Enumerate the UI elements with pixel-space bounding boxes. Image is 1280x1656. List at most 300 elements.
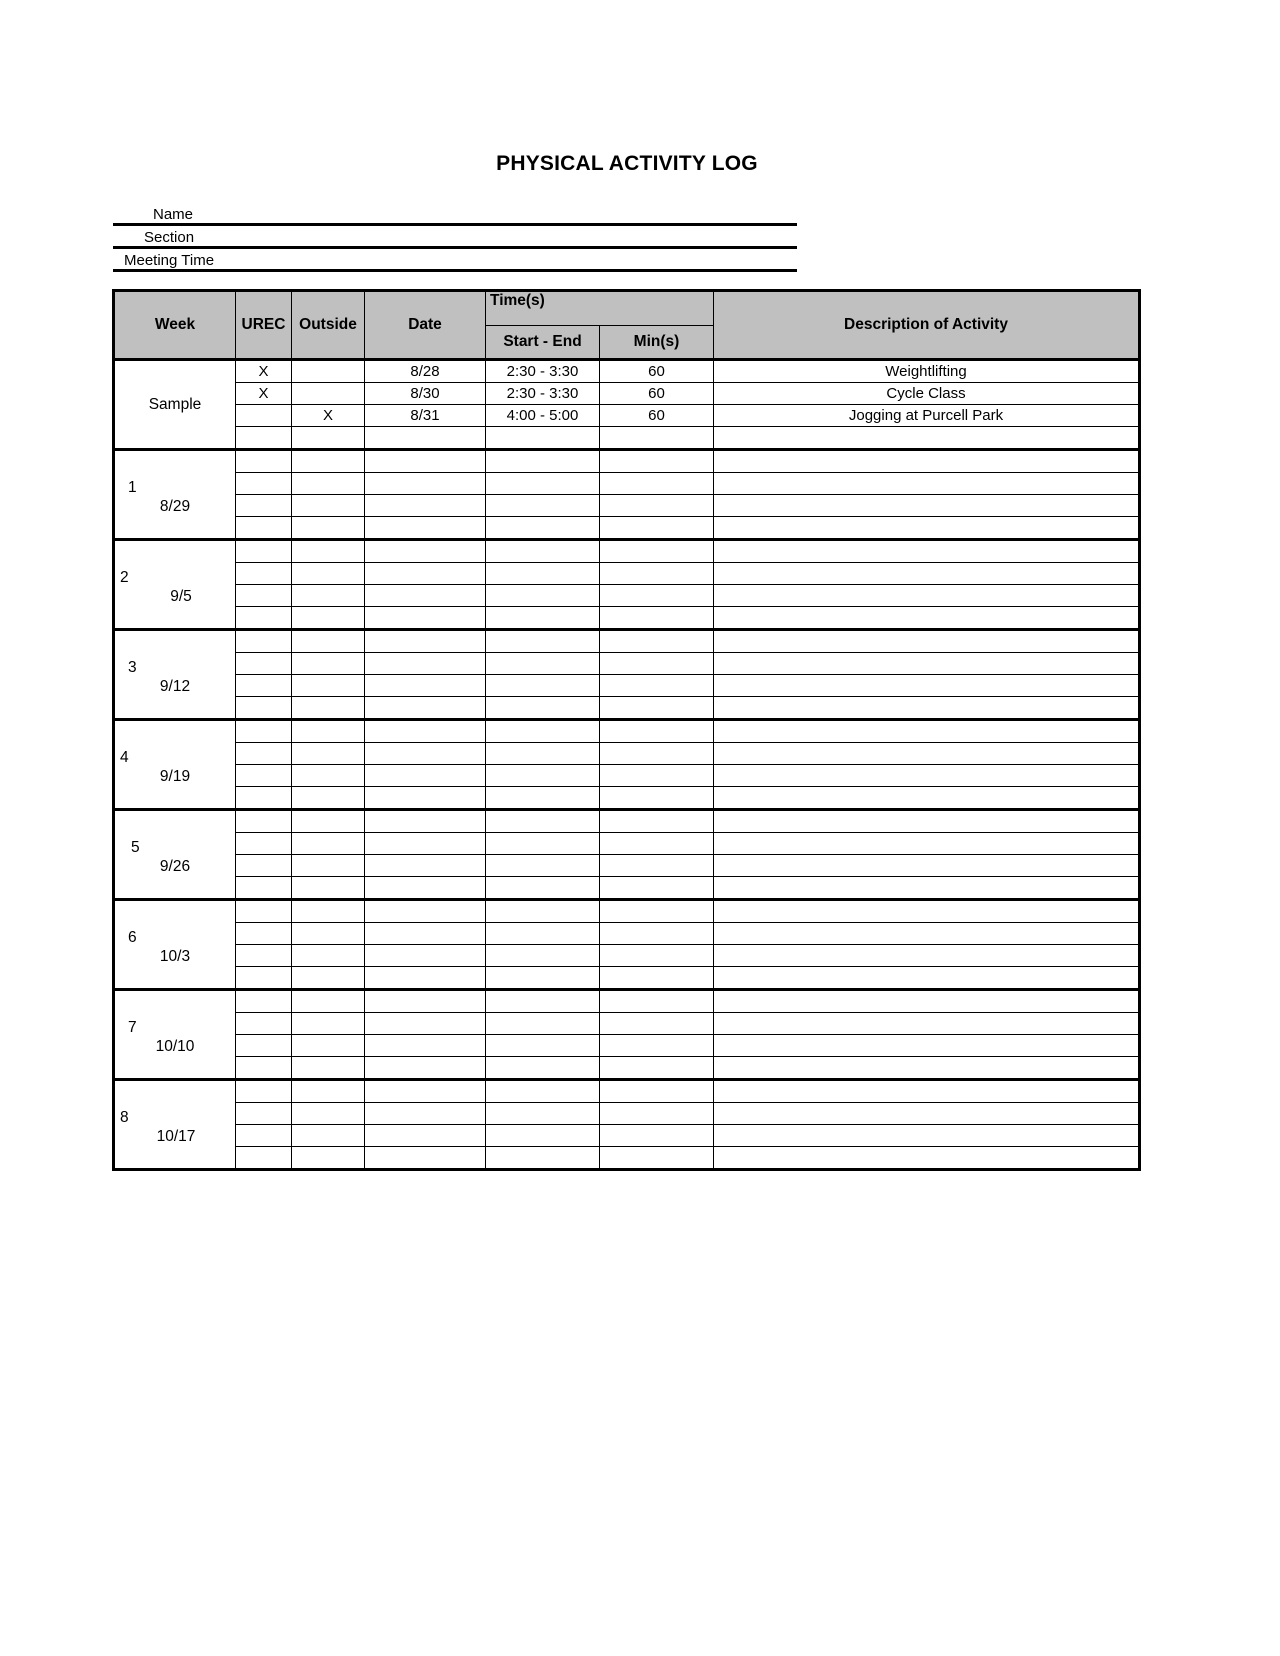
outside-cell[interactable] bbox=[292, 517, 365, 540]
description-cell[interactable] bbox=[714, 1013, 1140, 1035]
urec-cell[interactable] bbox=[236, 743, 292, 765]
urec-cell[interactable] bbox=[236, 855, 292, 877]
description-cell[interactable] bbox=[714, 1080, 1140, 1103]
header-mins: Min(s) bbox=[600, 326, 714, 360]
mins-cell[interactable] bbox=[600, 653, 714, 675]
mins-cell[interactable] bbox=[600, 967, 714, 990]
outside-cell[interactable] bbox=[292, 833, 365, 855]
mins-cell[interactable] bbox=[600, 427, 714, 450]
table-row bbox=[114, 1035, 1140, 1057]
description-cell[interactable] bbox=[714, 1035, 1140, 1057]
table-row bbox=[114, 1125, 1140, 1147]
description-cell[interactable] bbox=[714, 877, 1140, 900]
sample-label: Sample bbox=[148, 395, 202, 413]
sample-week-cell bbox=[114, 360, 236, 450]
week-cell bbox=[114, 630, 236, 720]
table-row bbox=[114, 383, 1140, 405]
date-cell[interactable] bbox=[365, 1057, 486, 1080]
mins-cell[interactable] bbox=[600, 743, 714, 765]
outside-cell[interactable] bbox=[292, 1147, 365, 1170]
table-row bbox=[114, 360, 1140, 383]
time-cell[interactable] bbox=[486, 495, 600, 517]
week-number: 5 bbox=[131, 839, 140, 856]
time-cell[interactable] bbox=[486, 1013, 600, 1035]
time-cell[interactable] bbox=[486, 855, 600, 877]
header-start-end: Start - End bbox=[486, 326, 600, 360]
date-cell[interactable] bbox=[365, 923, 486, 945]
time-cell[interactable] bbox=[486, 833, 600, 855]
header-urec: UREC bbox=[236, 291, 292, 360]
date-cell[interactable] bbox=[365, 697, 486, 720]
mins-cell[interactable] bbox=[600, 1080, 714, 1103]
date-cell[interactable] bbox=[365, 473, 486, 495]
description-cell[interactable] bbox=[714, 653, 1140, 675]
mins-cell[interactable]: 60 bbox=[600, 405, 714, 427]
mins-cell[interactable] bbox=[600, 833, 714, 855]
table-row bbox=[114, 697, 1140, 720]
time-cell[interactable] bbox=[486, 630, 600, 653]
table-row bbox=[114, 967, 1140, 990]
mins-cell[interactable] bbox=[600, 517, 714, 540]
date-cell[interactable] bbox=[365, 585, 486, 607]
time-cell[interactable] bbox=[486, 427, 600, 450]
mins-cell[interactable] bbox=[600, 810, 714, 833]
week-number: 1 bbox=[128, 479, 137, 496]
time-cell[interactable] bbox=[486, 743, 600, 765]
table-row bbox=[114, 653, 1140, 675]
table-row bbox=[114, 1103, 1140, 1125]
week-group-7 bbox=[114, 990, 1140, 1080]
time-cell[interactable] bbox=[486, 1125, 600, 1147]
date-cell[interactable] bbox=[365, 900, 486, 923]
outside-cell[interactable] bbox=[292, 653, 365, 675]
date-cell[interactable]: 8/28 bbox=[365, 360, 486, 383]
section-label: Section bbox=[144, 229, 195, 246]
time-cell[interactable] bbox=[486, 675, 600, 697]
urec-cell[interactable] bbox=[236, 877, 292, 900]
date-cell[interactable] bbox=[365, 945, 486, 967]
table-row bbox=[114, 450, 1140, 473]
urec-cell[interactable] bbox=[236, 967, 292, 990]
time-cell[interactable] bbox=[486, 923, 600, 945]
outside-cell[interactable] bbox=[292, 585, 365, 607]
outside-cell[interactable] bbox=[292, 923, 365, 945]
urec-cell[interactable] bbox=[236, 607, 292, 630]
urec-cell[interactable] bbox=[236, 697, 292, 720]
outside-cell[interactable] bbox=[292, 1013, 365, 1035]
table-row bbox=[114, 945, 1140, 967]
urec-cell[interactable] bbox=[236, 1103, 292, 1125]
date-cell[interactable] bbox=[365, 855, 486, 877]
urec-cell[interactable] bbox=[236, 405, 292, 427]
table-row bbox=[114, 495, 1140, 517]
name-label: Name bbox=[153, 206, 194, 223]
description-cell[interactable] bbox=[714, 473, 1140, 495]
header-outside: Outside bbox=[292, 291, 365, 360]
date-cell[interactable] bbox=[365, 675, 486, 697]
description-cell[interactable] bbox=[714, 495, 1140, 517]
mins-cell[interactable] bbox=[600, 563, 714, 585]
description-cell[interactable] bbox=[714, 585, 1140, 607]
week-date: 10/3 bbox=[159, 948, 191, 965]
time-cell[interactable] bbox=[486, 967, 600, 990]
time-cell[interactable] bbox=[486, 765, 600, 787]
date-cell[interactable] bbox=[365, 1035, 486, 1057]
date-cell[interactable] bbox=[365, 765, 486, 787]
mins-cell[interactable] bbox=[600, 1013, 714, 1035]
mins-cell[interactable] bbox=[600, 495, 714, 517]
urec-cell[interactable] bbox=[236, 720, 292, 743]
description-cell[interactable] bbox=[714, 945, 1140, 967]
description-cell[interactable]: Jogging at Purcell Park bbox=[714, 405, 1140, 427]
table-row bbox=[114, 1147, 1140, 1170]
time-cell[interactable] bbox=[486, 563, 600, 585]
urec-cell[interactable] bbox=[236, 1125, 292, 1147]
week-group-6 bbox=[114, 900, 1140, 990]
week-date: 9/5 bbox=[170, 588, 192, 605]
urec-cell[interactable] bbox=[236, 540, 292, 563]
urec-cell[interactable] bbox=[236, 787, 292, 810]
urec-cell[interactable] bbox=[236, 900, 292, 923]
time-cell[interactable]: 4:00 - 5:00 bbox=[486, 405, 600, 427]
week-date: 10/10 bbox=[155, 1038, 195, 1055]
week-cell bbox=[114, 1080, 236, 1170]
mins-cell[interactable] bbox=[600, 450, 714, 473]
urec-cell[interactable] bbox=[236, 945, 292, 967]
table-row bbox=[114, 1057, 1140, 1080]
urec-cell[interactable] bbox=[236, 990, 292, 1013]
description-cell[interactable]: Weightlifting bbox=[714, 360, 1140, 383]
outside-cell[interactable] bbox=[292, 630, 365, 653]
mins-cell[interactable] bbox=[600, 900, 714, 923]
time-cell[interactable] bbox=[486, 697, 600, 720]
description-cell[interactable] bbox=[714, 900, 1140, 923]
week-date: 9/26 bbox=[159, 858, 191, 875]
date-cell[interactable] bbox=[365, 1080, 486, 1103]
week-cell bbox=[114, 900, 236, 990]
table-row bbox=[114, 630, 1140, 653]
description-cell[interactable]: Cycle Class bbox=[714, 383, 1140, 405]
week-cell bbox=[114, 720, 236, 810]
section-field[interactable] bbox=[113, 224, 797, 249]
outside-cell[interactable] bbox=[292, 1080, 365, 1103]
table-row bbox=[114, 787, 1140, 810]
urec-cell[interactable]: X bbox=[236, 360, 292, 383]
time-cell[interactable] bbox=[486, 1080, 600, 1103]
date-cell[interactable]: 8/30 bbox=[365, 383, 486, 405]
outside-cell[interactable] bbox=[292, 540, 365, 563]
week-group-5 bbox=[114, 810, 1140, 900]
table-row bbox=[114, 810, 1140, 833]
outside-cell[interactable] bbox=[292, 967, 365, 990]
date-cell[interactable] bbox=[365, 810, 486, 833]
description-cell[interactable] bbox=[714, 630, 1140, 653]
week-number: 2 bbox=[120, 569, 129, 586]
description-cell[interactable] bbox=[714, 923, 1140, 945]
week-cell bbox=[114, 450, 236, 540]
table-row bbox=[114, 540, 1140, 563]
outside-cell[interactable] bbox=[292, 787, 365, 810]
outside-cell[interactable] bbox=[292, 743, 365, 765]
time-cell[interactable] bbox=[486, 1057, 600, 1080]
week-group-3 bbox=[114, 630, 1140, 720]
date-cell[interactable] bbox=[365, 495, 486, 517]
outside-cell[interactable] bbox=[292, 607, 365, 630]
outside-cell[interactable] bbox=[292, 563, 365, 585]
outside-cell[interactable] bbox=[292, 383, 365, 405]
mins-cell[interactable] bbox=[600, 720, 714, 743]
table-row bbox=[114, 833, 1140, 855]
urec-cell[interactable] bbox=[236, 675, 292, 697]
description-cell[interactable] bbox=[714, 450, 1140, 473]
urec-cell[interactable] bbox=[236, 1035, 292, 1057]
description-cell[interactable] bbox=[714, 810, 1140, 833]
description-cell[interactable] bbox=[714, 607, 1140, 630]
table-row bbox=[114, 720, 1140, 743]
urec-cell[interactable] bbox=[236, 1057, 292, 1080]
date-cell[interactable] bbox=[365, 450, 486, 473]
urec-cell[interactable] bbox=[236, 810, 292, 833]
table-row bbox=[114, 1013, 1140, 1035]
week-group-1 bbox=[114, 450, 1140, 540]
outside-cell[interactable] bbox=[292, 1103, 365, 1125]
date-cell[interactable]: 8/31 bbox=[365, 405, 486, 427]
date-cell[interactable] bbox=[365, 517, 486, 540]
description-cell[interactable] bbox=[714, 765, 1140, 787]
outside-cell[interactable] bbox=[292, 810, 365, 833]
page-title: PHYSICAL ACTIVITY LOG bbox=[496, 152, 758, 175]
description-cell[interactable] bbox=[714, 1057, 1140, 1080]
description-cell[interactable] bbox=[714, 517, 1140, 540]
mins-cell[interactable]: 60 bbox=[600, 360, 714, 383]
sample-group bbox=[114, 360, 1140, 450]
week-cell bbox=[114, 990, 236, 1080]
table-row bbox=[114, 585, 1140, 607]
table-row bbox=[114, 923, 1140, 945]
meeting-time-label: Meeting Time bbox=[124, 252, 215, 269]
outside-cell[interactable] bbox=[292, 427, 365, 450]
mins-cell[interactable] bbox=[600, 923, 714, 945]
date-cell[interactable] bbox=[365, 1013, 486, 1035]
outside-cell[interactable]: X bbox=[292, 405, 365, 427]
urec-cell[interactable] bbox=[236, 1147, 292, 1170]
time-cell[interactable] bbox=[486, 1035, 600, 1057]
date-cell[interactable] bbox=[365, 427, 486, 450]
table-row bbox=[114, 427, 1140, 450]
time-cell[interactable] bbox=[486, 1103, 600, 1125]
mins-cell[interactable] bbox=[600, 765, 714, 787]
mins-cell[interactable] bbox=[600, 1103, 714, 1125]
date-cell[interactable] bbox=[365, 743, 486, 765]
outside-cell[interactable] bbox=[292, 945, 365, 967]
activity-log-table bbox=[112, 289, 1141, 1171]
table-row bbox=[114, 900, 1140, 923]
table-row bbox=[114, 675, 1140, 697]
time-cell[interactable] bbox=[486, 720, 600, 743]
description-cell[interactable] bbox=[714, 743, 1140, 765]
date-cell[interactable] bbox=[365, 1147, 486, 1170]
mins-cell[interactable] bbox=[600, 473, 714, 495]
week-number: 6 bbox=[128, 929, 137, 946]
description-cell[interactable] bbox=[714, 563, 1140, 585]
time-cell[interactable] bbox=[486, 877, 600, 900]
mins-cell[interactable] bbox=[600, 877, 714, 900]
time-cell[interactable] bbox=[486, 945, 600, 967]
week-date: 10/17 bbox=[156, 1128, 196, 1145]
description-cell[interactable] bbox=[714, 787, 1140, 810]
urec-cell[interactable] bbox=[236, 833, 292, 855]
mins-cell[interactable] bbox=[600, 675, 714, 697]
outside-cell[interactable] bbox=[292, 900, 365, 923]
date-cell[interactable] bbox=[365, 653, 486, 675]
outside-cell[interactable] bbox=[292, 765, 365, 787]
mins-cell[interactable] bbox=[600, 630, 714, 653]
description-cell[interactable] bbox=[714, 855, 1140, 877]
mins-cell[interactable] bbox=[600, 585, 714, 607]
urec-cell[interactable] bbox=[236, 765, 292, 787]
week-group-4 bbox=[114, 720, 1140, 810]
week-number: 8 bbox=[120, 1109, 129, 1126]
week-group-8 bbox=[114, 1080, 1140, 1170]
table-row bbox=[114, 405, 1140, 427]
time-cell[interactable] bbox=[486, 450, 600, 473]
outside-cell[interactable] bbox=[292, 720, 365, 743]
urec-cell[interactable] bbox=[236, 427, 292, 450]
table-row bbox=[114, 990, 1140, 1013]
urec-cell[interactable] bbox=[236, 563, 292, 585]
mins-cell[interactable] bbox=[600, 855, 714, 877]
week-cell bbox=[114, 810, 236, 900]
mins-cell[interactable] bbox=[600, 1147, 714, 1170]
time-cell[interactable] bbox=[486, 787, 600, 810]
urec-cell[interactable] bbox=[236, 495, 292, 517]
outside-cell[interactable] bbox=[292, 855, 365, 877]
description-cell[interactable] bbox=[714, 833, 1140, 855]
description-cell[interactable] bbox=[714, 720, 1140, 743]
time-cell[interactable] bbox=[486, 540, 600, 563]
time-cell[interactable] bbox=[486, 517, 600, 540]
outside-cell[interactable] bbox=[292, 990, 365, 1013]
outside-cell[interactable] bbox=[292, 1057, 365, 1080]
table-row bbox=[114, 877, 1140, 900]
urec-cell[interactable] bbox=[236, 653, 292, 675]
urec-cell[interactable] bbox=[236, 450, 292, 473]
header-times: Time(s) bbox=[486, 291, 714, 326]
outside-cell[interactable] bbox=[292, 360, 365, 383]
mins-cell[interactable] bbox=[600, 607, 714, 630]
mins-cell[interactable] bbox=[600, 1035, 714, 1057]
outside-cell[interactable] bbox=[292, 697, 365, 720]
description-cell[interactable] bbox=[714, 540, 1140, 563]
urec-cell[interactable]: X bbox=[236, 383, 292, 405]
time-cell[interactable] bbox=[486, 585, 600, 607]
urec-cell[interactable] bbox=[236, 1080, 292, 1103]
description-cell[interactable] bbox=[714, 1147, 1140, 1170]
time-cell[interactable] bbox=[486, 900, 600, 923]
week-cell bbox=[114, 540, 236, 630]
time-cell[interactable] bbox=[486, 990, 600, 1013]
date-cell[interactable] bbox=[365, 720, 486, 743]
urec-cell[interactable] bbox=[236, 585, 292, 607]
mins-cell[interactable] bbox=[600, 787, 714, 810]
table-row bbox=[114, 563, 1140, 585]
table-row bbox=[114, 855, 1140, 877]
outside-cell[interactable] bbox=[292, 675, 365, 697]
table-row bbox=[114, 1080, 1140, 1103]
table-row bbox=[114, 743, 1140, 765]
description-cell[interactable] bbox=[714, 967, 1140, 990]
time-cell[interactable]: 2:30 - 3:30 bbox=[486, 360, 600, 383]
time-cell[interactable] bbox=[486, 473, 600, 495]
mins-cell[interactable]: 60 bbox=[600, 383, 714, 405]
week-group-2 bbox=[114, 540, 1140, 630]
urec-cell[interactable] bbox=[236, 517, 292, 540]
date-cell[interactable] bbox=[365, 563, 486, 585]
mins-cell[interactable] bbox=[600, 540, 714, 563]
urec-cell[interactable] bbox=[236, 630, 292, 653]
mins-cell[interactable] bbox=[600, 1057, 714, 1080]
mins-cell[interactable] bbox=[600, 1125, 714, 1147]
description-cell[interactable] bbox=[714, 427, 1140, 450]
week-number: 7 bbox=[128, 1019, 137, 1036]
meeting-time-field[interactable] bbox=[113, 247, 797, 272]
outside-cell[interactable] bbox=[292, 495, 365, 517]
time-cell[interactable] bbox=[486, 1147, 600, 1170]
description-cell[interactable] bbox=[714, 675, 1140, 697]
mins-cell[interactable] bbox=[600, 945, 714, 967]
date-cell[interactable] bbox=[365, 877, 486, 900]
header-week: Week bbox=[114, 291, 236, 360]
outside-cell[interactable] bbox=[292, 877, 365, 900]
mins-cell[interactable] bbox=[600, 697, 714, 720]
date-cell[interactable] bbox=[365, 607, 486, 630]
header-date: Date bbox=[365, 291, 486, 360]
mins-cell[interactable] bbox=[600, 990, 714, 1013]
date-cell[interactable] bbox=[365, 1103, 486, 1125]
date-cell[interactable] bbox=[365, 990, 486, 1013]
week-date: 9/19 bbox=[159, 768, 191, 785]
name-field[interactable] bbox=[113, 201, 797, 226]
urec-cell[interactable] bbox=[236, 473, 292, 495]
week-number: 3 bbox=[128, 659, 137, 676]
time-cell[interactable] bbox=[486, 607, 600, 630]
description-cell[interactable] bbox=[714, 1103, 1140, 1125]
outside-cell[interactable] bbox=[292, 1125, 365, 1147]
outside-cell[interactable] bbox=[292, 450, 365, 473]
table-row bbox=[114, 765, 1140, 787]
outside-cell[interactable] bbox=[292, 1035, 365, 1057]
urec-cell[interactable] bbox=[236, 923, 292, 945]
week-date: 8/29 bbox=[159, 498, 191, 515]
date-cell[interactable] bbox=[365, 1125, 486, 1147]
date-cell[interactable] bbox=[365, 630, 486, 653]
table-row bbox=[114, 607, 1140, 630]
description-cell[interactable] bbox=[714, 990, 1140, 1013]
week-date: 9/12 bbox=[159, 678, 191, 695]
time-cell[interactable] bbox=[486, 810, 600, 833]
description-cell[interactable] bbox=[714, 697, 1140, 720]
date-cell[interactable] bbox=[365, 540, 486, 563]
time-cell[interactable] bbox=[486, 653, 600, 675]
date-cell[interactable] bbox=[365, 833, 486, 855]
outside-cell[interactable] bbox=[292, 473, 365, 495]
time-cell[interactable]: 2:30 - 3:30 bbox=[486, 383, 600, 405]
description-cell[interactable] bbox=[714, 1125, 1140, 1147]
date-cell[interactable] bbox=[365, 967, 486, 990]
urec-cell[interactable] bbox=[236, 1013, 292, 1035]
table-row bbox=[114, 473, 1140, 495]
date-cell[interactable] bbox=[365, 787, 486, 810]
